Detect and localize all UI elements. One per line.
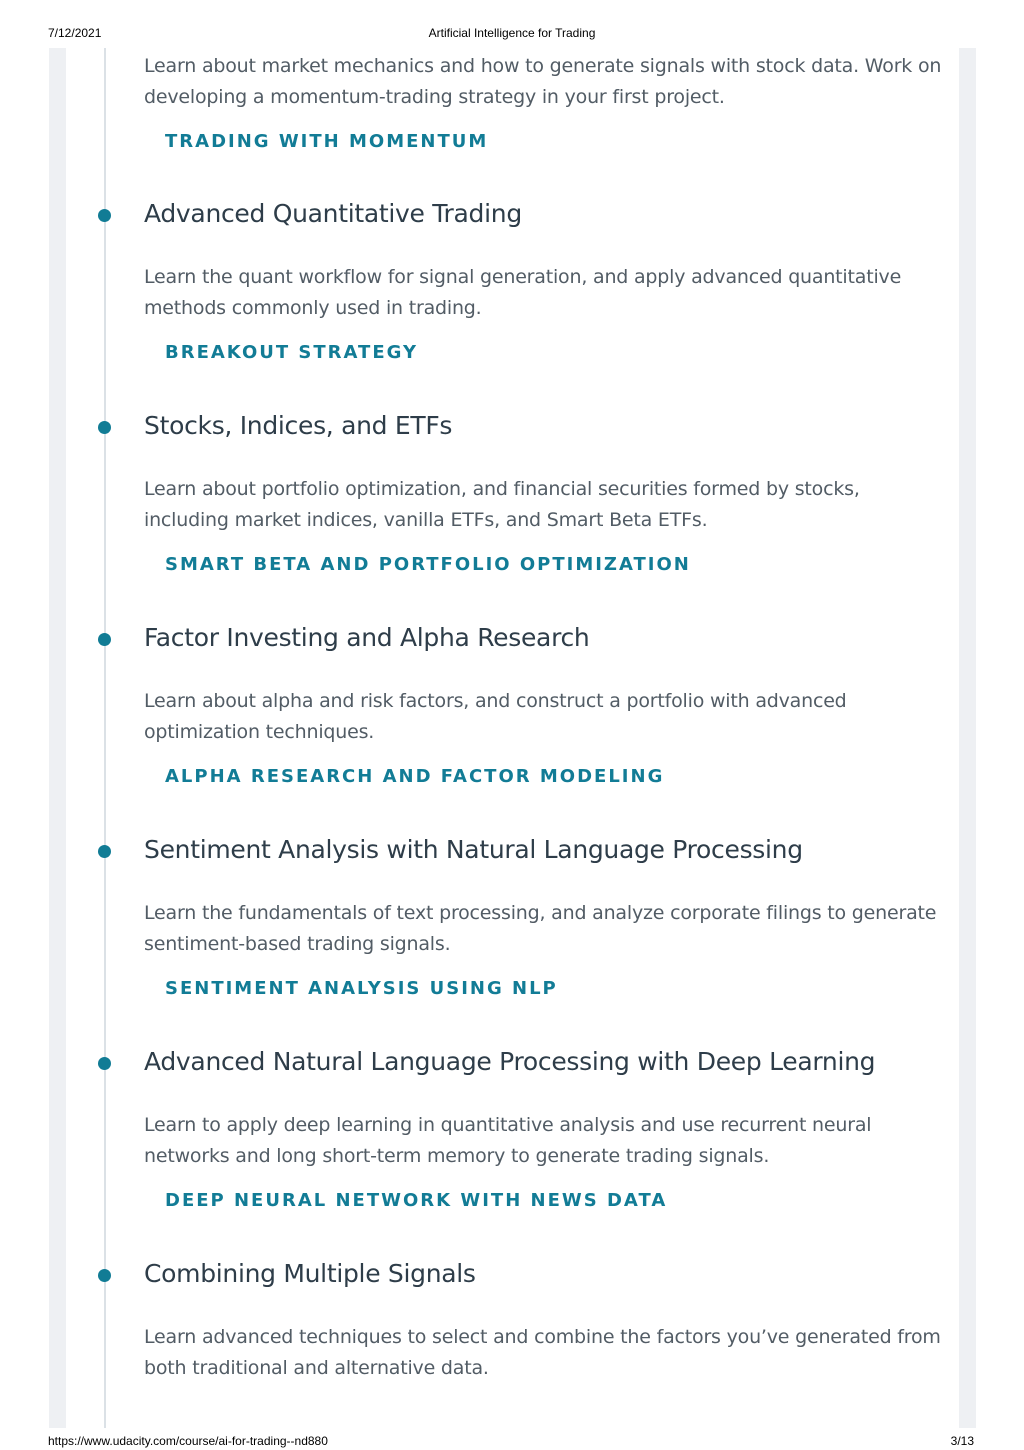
print-footer	[0, 1434, 1024, 1450]
module-description: Learn about portfolio optimization, and financial securities formed by stocks, including market indices, vanilla ETFs, and Smart Beta ETFs.	[144, 478, 860, 531]
timeline-dot	[98, 845, 111, 858]
project-link-sentiment-nlp[interactable]: SENTIMENT ANALYSIS USING NLP	[165, 978, 558, 999]
module-description: Learn advanced techniques to select and combine the factors you’ve generated from both traditional and alternative data.	[144, 1326, 941, 1379]
print-page-number: 3/13	[950, 1434, 974, 1448]
module-title: Stocks, Indices, and ETFs	[144, 411, 453, 440]
module-description: Learn about market mechanics and how to generate signals with stock data. Work on developing a momentum-trading strategy in your first project.	[144, 55, 942, 108]
module-description: Learn about alpha and risk factors, and construct a portfolio with advanced optimization techniques.	[144, 690, 847, 743]
print-title: Artificial Intelligence for Trading	[428, 26, 596, 40]
project-link-deep-neural-network[interactable]: DEEP NEURAL NETWORK WITH NEWS DATA	[165, 1190, 668, 1211]
timeline-dot	[98, 421, 111, 434]
project-link-trading-with-momentum[interactable]: TRADING WITH MOMENTUM	[165, 131, 489, 152]
print-date: 7/12/2021	[48, 26, 102, 40]
module-title: Factor Investing and Alpha Research	[144, 623, 590, 652]
module-title: Sentiment Analysis with Natural Language Processing	[144, 835, 803, 864]
timeline-dot	[98, 633, 111, 646]
module-title: Advanced Quantitative Trading	[144, 199, 522, 228]
project-link-breakout-strategy[interactable]: BREAKOUT STRATEGY	[165, 342, 419, 363]
print-header	[0, 26, 1024, 42]
module-title: Advanced Natural Language Processing with Deep Learning	[144, 1047, 876, 1076]
timeline-dot	[98, 1269, 111, 1282]
module-description: Learn to apply deep learning in quantitative analysis and use recurrent neural networks and long short-term memory to generate trading signals.	[144, 1114, 872, 1167]
project-link-alpha-research[interactable]: ALPHA RESEARCH AND FACTOR MODELING	[165, 766, 665, 787]
module-description: Learn the quant workflow for signal generation, and apply advanced quantitative methods commonly used in trading.	[144, 266, 902, 319]
project-link-smart-beta[interactable]: SMART BETA AND PORTFOLIO OPTIMIZATION	[165, 554, 691, 575]
module-description: Learn the fundamentals of text processing, and analyze corporate filings to generate sentiment-based trading signals.	[144, 902, 937, 955]
timeline-line	[104, 48, 106, 1428]
print-url: https://www.udacity.com/course/ai-for-trading--nd880	[48, 1434, 328, 1448]
module-title: Combining Multiple Signals	[144, 1259, 476, 1288]
timeline-dot	[98, 209, 111, 222]
timeline-dot	[98, 1057, 111, 1070]
